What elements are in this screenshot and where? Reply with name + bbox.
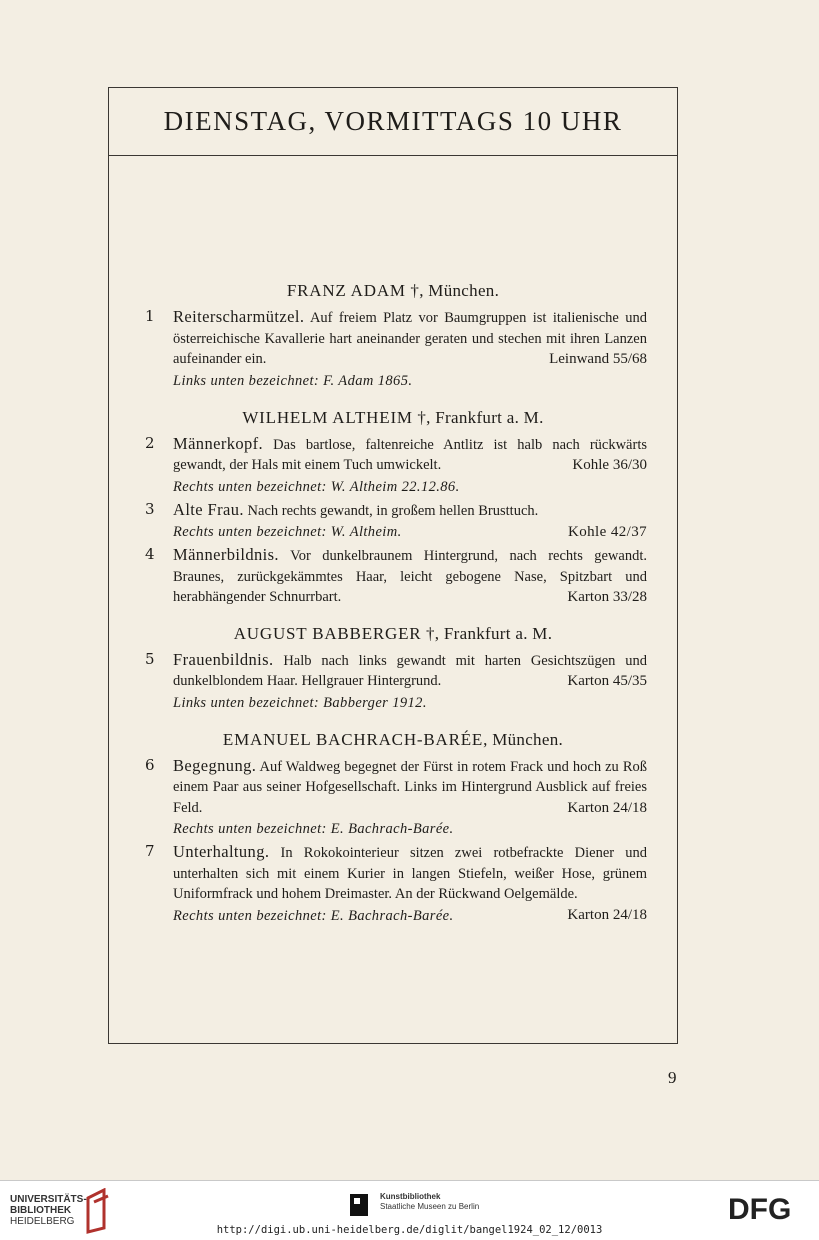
artist-heading: WILHELM ALTHEIM †, Frankfurt a. M. [242, 407, 544, 427]
lot-number: 4 [145, 545, 155, 563]
entry-signature: Links unten bezeichnet: F. Adam 1865. [173, 372, 413, 389]
dfg-logo-icon [728, 1193, 808, 1223]
entry-title: Männerkopf. [173, 433, 264, 453]
entry-description: Männerkopf. Das bartlose, faltenreiche Antlitz ist halb nach rückwärts gewandt, der Hals mit einem Tuch umwickelt. Kohle 36/30 [173, 434, 647, 476]
entry-description: Männerbildnis. Vor dunkelbraunem Hintergrund, nach rechts gewandt. Braunes, zurückgekämmtes Haar, leicht gebogene Nase, Spitzbart und herabhängender Schnurrbart. Karton 33/28 [173, 545, 647, 608]
entry-title: Begegnung. [173, 755, 257, 775]
entry-medium: Kohle 36/30 [572, 457, 647, 473]
lot-number: 3 [145, 499, 155, 518]
lot-number: 5 [145, 649, 155, 668]
entry-signature: Rechts unten bezeichnet: E. Bachrach-Barée. [173, 821, 454, 837]
artist-heading: EMANUEL BACHRACH-BARÉE, München. [222, 729, 564, 749]
entry-medium: Karton 45/35 [567, 673, 647, 689]
session-header [109, 88, 677, 156]
entry-title: Frauenbildnis. [173, 649, 274, 669]
catalog-content [109, 281, 677, 929]
entry-description: Alte Frau. Nach rechts gewandt, in großem hellen Brusttuch. [173, 499, 539, 519]
entry-description: Frauenbildnis. Halb nach links gewandt mit harten Gesichtszügen und dunkelblondem Haar. Hellgrauer Hintergrund. Karton 45/35 [173, 650, 647, 692]
lot-number: 7 [145, 842, 155, 860]
entry-title: Unterhaltung. [173, 842, 270, 861]
university-library-name: UNIVERSITÄTS- BIBLIOTHEK HEIDELBERG [10, 1194, 87, 1227]
artist-section [109, 624, 677, 714]
kunstbibliothek-logo-icon [350, 1194, 372, 1218]
artist-section [109, 730, 677, 927]
artist-heading: FRANZ ADAM †, München. [286, 281, 500, 300]
entry-medium: Leinwand 55/68 [549, 351, 647, 367]
kunstbibliothek-name: Kunstbibliothek Staatliche Museen zu Berlin [380, 1192, 480, 1211]
catalog-entry [109, 756, 677, 841]
entry-signature: Links unten bezeichnet: Babberger 1912. [173, 694, 427, 711]
lot-number: 1 [145, 307, 155, 325]
entry-medium: Karton 33/28 [567, 589, 647, 605]
entry-title: Männerbildnis. [173, 545, 279, 564]
catalog-entry [109, 545, 677, 608]
catalog-frame [108, 87, 678, 1044]
entry-title: Reiterscharmützel. [173, 307, 305, 326]
lot-number: 6 [145, 755, 155, 774]
entry-description: Reiterscharmützel. Auf freiem Platz vor Baumgruppen ist italienische und österreichische Kavallerie hart aneinander geraten und stechen mit ihren Lanzen aufeinander ein. Leinwand 55/68 [173, 307, 647, 370]
artist-section [109, 408, 677, 608]
entry-signature: Rechts unten bezeichnet: W. Altheim 22.12.86. [173, 478, 460, 495]
viewer-footer [0, 1180, 819, 1240]
entry-signature: Rechts unten bezeichnet: W. Altheim. Kohle 42/37 [173, 521, 647, 543]
entry-signature: Rechts unten bezeichnet: E. Bachrach-Barée. [173, 907, 454, 924]
catalog-entry [109, 650, 677, 714]
page-number: 9 [668, 1068, 677, 1087]
entry-title: Alte Frau. [173, 499, 244, 519]
artist-heading: AUGUST BABBERGER †, Frankfurt a. M. [233, 623, 553, 643]
catalog-entry [109, 434, 677, 498]
entry-description: Begegnung. Auf Waldweg begegnet der Fürst in rotem Frack und hoch zu Roß einem Paar aus seiner Hofgesellschaft. Links im Hintergrund Ausblick auf freies Feld. Karton 24/18 [173, 756, 647, 819]
entry-medium: Karton 24/18 [567, 799, 647, 816]
catalog-entry [109, 842, 677, 927]
catalog-entry [109, 307, 677, 392]
artist-section [109, 281, 677, 392]
entry-medium: Karton 24/18 [567, 906, 647, 923]
session-title: DIENSTAG, VORMITTAGS 10 UHR [163, 106, 623, 136]
catalog-entry [109, 500, 677, 544]
dfg-logo-text: DFG [728, 1193, 792, 1223]
lot-number: 2 [145, 433, 155, 452]
entry-description: Unterhaltung. In Rokokointerieur sitzen zwei rotbefrackte Diener und unterhalten sich mit einem Kurier in langen Stiefeln, weißer Hose, grünem Uniformfrack und hohem Dreimaster. An der Rückwand Oelgemälde. Karton 24/18 [173, 842, 647, 905]
entry-medium: Kohle 42/37 [568, 524, 647, 540]
permalink-url[interactable]: http://digi.ub.uni-heidelberg.de/diglit/bangel1924_02_12/0013 [216, 1224, 603, 1236]
